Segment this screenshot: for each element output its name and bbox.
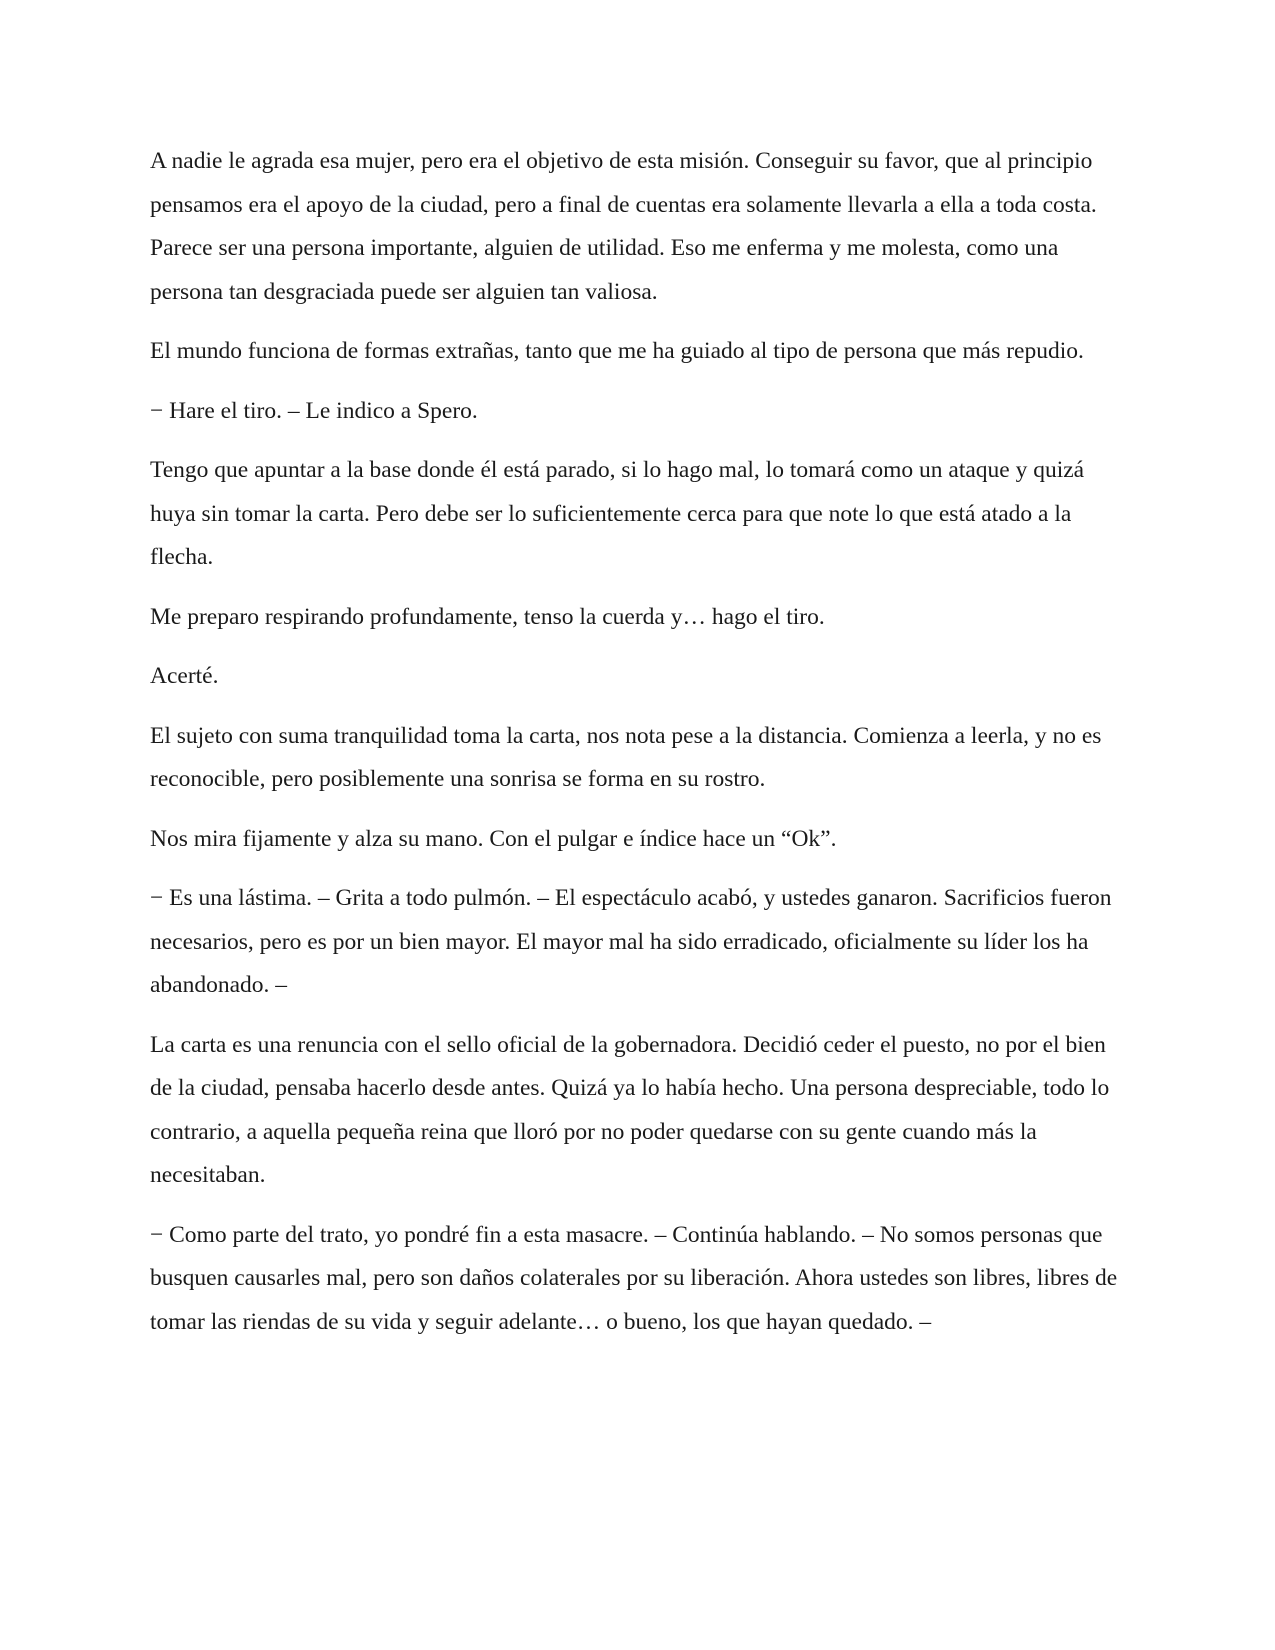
paragraph-11: − Como parte del trato, yo pondré fin a esta masacre. – Continúa hablando. – No somos personas que busquen causarles mal, pero son daños colaterales por su liberación. Ahora ustedes son libres, libres de tomar las riendas de su vida y seguir adelante… o bueno, los que hayan quedado. – xyxy=(150,1221,1118,1335)
paragraph-2: El mundo funciona de formas extrañas, tanto que me ha guiado al tipo de persona que más repudio. xyxy=(150,338,1084,364)
paragraph-6: Acerté. xyxy=(150,663,219,689)
paragraph-7: El sujeto con suma tranquilidad toma la carta, nos nota pese a la distancia. Comienza a leerla, y no es reconocible, pero posiblemente una sonrisa se forma en su rostro. xyxy=(150,722,1102,792)
paragraph-5: Me preparo respirando profundamente, tenso la cuerda y… hago el tiro. xyxy=(150,603,825,630)
paragraph-8: Nos mira fijamente y alza su mano. Con el pulgar e índice hace un “Ok”. xyxy=(150,825,837,852)
paragraph-10: La carta es una renuncia con el sello oficial de la gobernadora. Decidió ceder el puesto, no por el bien de la ciudad, pensaba hacerlo desde antes. Quizá ya lo había hecho. Una persona despreciable, todo lo contrario, a aquella pequeña reina que lloró por no poder quedarse con su gente cuando más la necesitaban. xyxy=(150,1031,1110,1188)
paragraph-3: − Hare el tiro. – Le indico a Spero. xyxy=(150,397,478,424)
paragraph-4: Tengo que apuntar a la base donde él está parado, si lo hago mal, lo tomará como un ataque y quizá huya sin tomar la carta. Pero debe ser lo suficientemente cerca para que note lo que está atado a la flecha. xyxy=(150,457,1085,570)
paragraph-9: − Es una lástima. – Grita a todo pulmón. – El espectáculo acabó, y ustedes ganaron. Sacrificios fueron necesarios, pero es por un bien mayor. El mayor mal ha sido erradicado, oficialmente su líder los ha abandonado. – xyxy=(150,885,1112,998)
document-page xyxy=(150,140,1130,1360)
paragraph-1: A nadie le agrada esa mujer, pero era el objetivo de esta misión. Conseguir su favor, que al principio pensamos era el apoyo de la ciudad, pero a final de cuentas era solamente llevarla a ella a toda costa. Parece ser una persona importante, alguien de utilidad. Eso me enferma y me molesta, como una persona tan desgraciada puede ser alguien tan valiosa. xyxy=(150,148,1097,305)
